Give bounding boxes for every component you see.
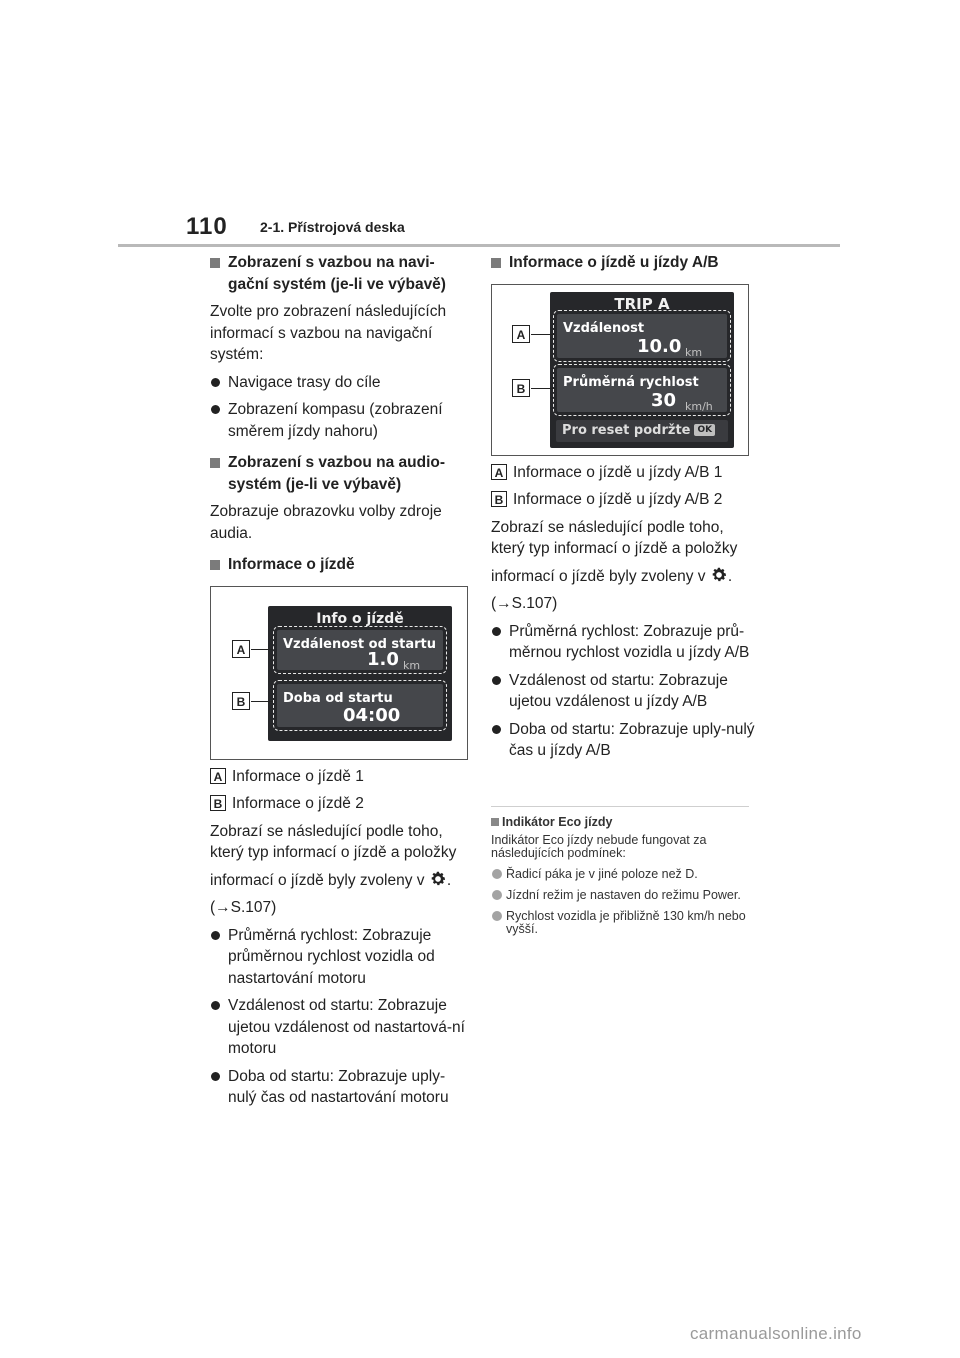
screen-title: Info o jízdě [316, 610, 404, 627]
list-item: Řadicí páka je v jiné poloze než D. [491, 868, 749, 881]
eco-indicator-note [491, 806, 749, 936]
callout-a: A [512, 325, 530, 343]
label-a-line: A Informace o jízdě 1 [210, 766, 472, 788]
trip-ab-heading: Informace o jízdě u jízdy A/B [491, 252, 759, 274]
audio-text: Zobrazuje obrazovku volby zdroje audia. [210, 503, 442, 542]
left-column [210, 252, 472, 1109]
callout-b: B [512, 379, 530, 397]
page-ref: (→S.107) [491, 595, 558, 612]
bullet-icon [492, 890, 502, 900]
audio-heading: Zobrazení s vazbou na audio-systém (je-li ve výbavě) [210, 452, 472, 495]
label-b-box: B [210, 795, 226, 811]
bullet-icon [492, 869, 502, 879]
trip-heading: Informace o jízdě [210, 554, 472, 576]
nav-text: Zvolte pro zobrazení následujících informací s vazbou na navigační systém: [210, 303, 447, 363]
list-item: Zobrazení kompasu (zobrazení směrem jízdy nahoru) [210, 399, 472, 442]
reset-hint: Pro reset podržte OK [556, 420, 728, 442]
screen-title: TRIP A [614, 294, 670, 313]
gear-icon [710, 566, 728, 584]
pane-value: 10.0 [637, 335, 682, 357]
pane-value: 30 [651, 389, 677, 411]
label-b-line: B Informace o jízdě 2 [210, 793, 472, 815]
square-bullet-icon [210, 458, 220, 468]
bullet-icon [211, 1072, 220, 1081]
list-item: Rychlost vozidla je přibližně 130 km/h nebo vyšší. [491, 910, 749, 936]
explain-text: Zobrazí se následující podle toho, který typ informací o jízdě a položky [491, 518, 738, 557]
callout-a: A [232, 640, 250, 658]
watermark: carmanualsonline.info [690, 1324, 862, 1343]
note-text: Indikátor Eco jízdy nebude fungovat za následujících podmínek: [491, 833, 707, 860]
leader-line [251, 701, 273, 702]
square-bullet-icon [491, 818, 499, 826]
pane-unit: km [403, 658, 421, 672]
label-b-line: B Informace o jízdě u jízdy A/B 2 [491, 489, 759, 511]
label-a-line: A Informace o jízdě u jízdy A/B 1 [491, 462, 759, 484]
display-screen [550, 292, 734, 448]
trip-pane-a [277, 630, 443, 670]
bullet-icon [211, 931, 220, 940]
bullet-icon [492, 725, 501, 734]
note-title: Indikátor Eco jízdy [491, 816, 749, 829]
list-item: Jízdní režim je nastaven do režimu Power. [491, 889, 749, 902]
trip-pane-b [557, 368, 727, 412]
pane-value: 1.0 [367, 648, 399, 670]
pane-label: Vzdálenost od startu [283, 636, 437, 652]
trip-pane-a [557, 314, 727, 358]
explain-text-2: informací o jízdě byly zvoleny v . [491, 567, 733, 585]
label-a-box: A [210, 768, 226, 784]
list-item: Vzdálenost od startu: Zobrazuje ujetou vzdálenost u jízdy A/B [491, 670, 759, 713]
nav-heading: Zobrazení s vazbou na navi-gační systém (je-li ve výbavě) [210, 252, 472, 295]
pane-value: 04:00 [343, 704, 401, 726]
page-number: 110 [186, 213, 228, 240]
explain-text: Zobrazí se následující podle toho, který typ informací o jízdě a položky [210, 822, 457, 861]
ok-button-icon: OK [694, 424, 715, 436]
leader-line [531, 334, 555, 335]
callout-b: B [232, 692, 250, 710]
bullet-icon [211, 1001, 220, 1010]
list-item: Průměrná rychlost: Zobrazuje průměrnou rychlost vozidla od nastartování motoru [210, 925, 472, 990]
right-column [491, 252, 759, 762]
trip-pane-b [277, 684, 443, 727]
header-rule [118, 244, 840, 247]
label-b-box: B [491, 491, 507, 507]
section-title: 2-1. Přístrojová deska [260, 219, 405, 235]
pane-unit: km/h [685, 399, 713, 413]
square-bullet-icon [210, 560, 220, 570]
square-bullet-icon [491, 258, 501, 268]
square-bullet-icon [210, 258, 220, 268]
pane-label: Vzdálenost [563, 320, 645, 336]
list-item: Doba od startu: Zobrazuje uply-nulý čas od nastartování motoru [210, 1066, 472, 1109]
leader-line [531, 388, 555, 389]
bullet-icon [492, 676, 501, 685]
list-item: Doba od startu: Zobrazuje uply-nulý čas u jízdy A/B [491, 719, 759, 762]
bullet-icon [492, 911, 502, 921]
page-ref: (→S.107) [210, 899, 277, 916]
bullet-icon [492, 627, 501, 636]
pane-label: Doba od startu [283, 690, 393, 706]
list-item: Průměrná rychlost: Zobrazuje prů-měrnou rychlost vozidla u jízdy A/B [491, 621, 759, 664]
bullet-icon [211, 378, 220, 387]
trip-info-figure [210, 586, 468, 760]
list-item: Vzdálenost od startu: Zobrazuje ujetou vzdálenost od nastartová-ní motoru [210, 995, 472, 1060]
bullet-icon [211, 405, 220, 414]
display-screen [268, 606, 452, 741]
list-item: Navigace trasy do cíle [210, 372, 472, 394]
pane-unit: km [685, 345, 703, 359]
leader-line [251, 649, 273, 650]
explain-text-2: informací o jízdě byly zvoleny v . [210, 871, 452, 889]
pane-label: Průměrná rychlost [563, 374, 699, 390]
gear-icon [429, 870, 447, 888]
trip-ab-figure [491, 284, 749, 456]
label-a-box: A [491, 464, 507, 480]
